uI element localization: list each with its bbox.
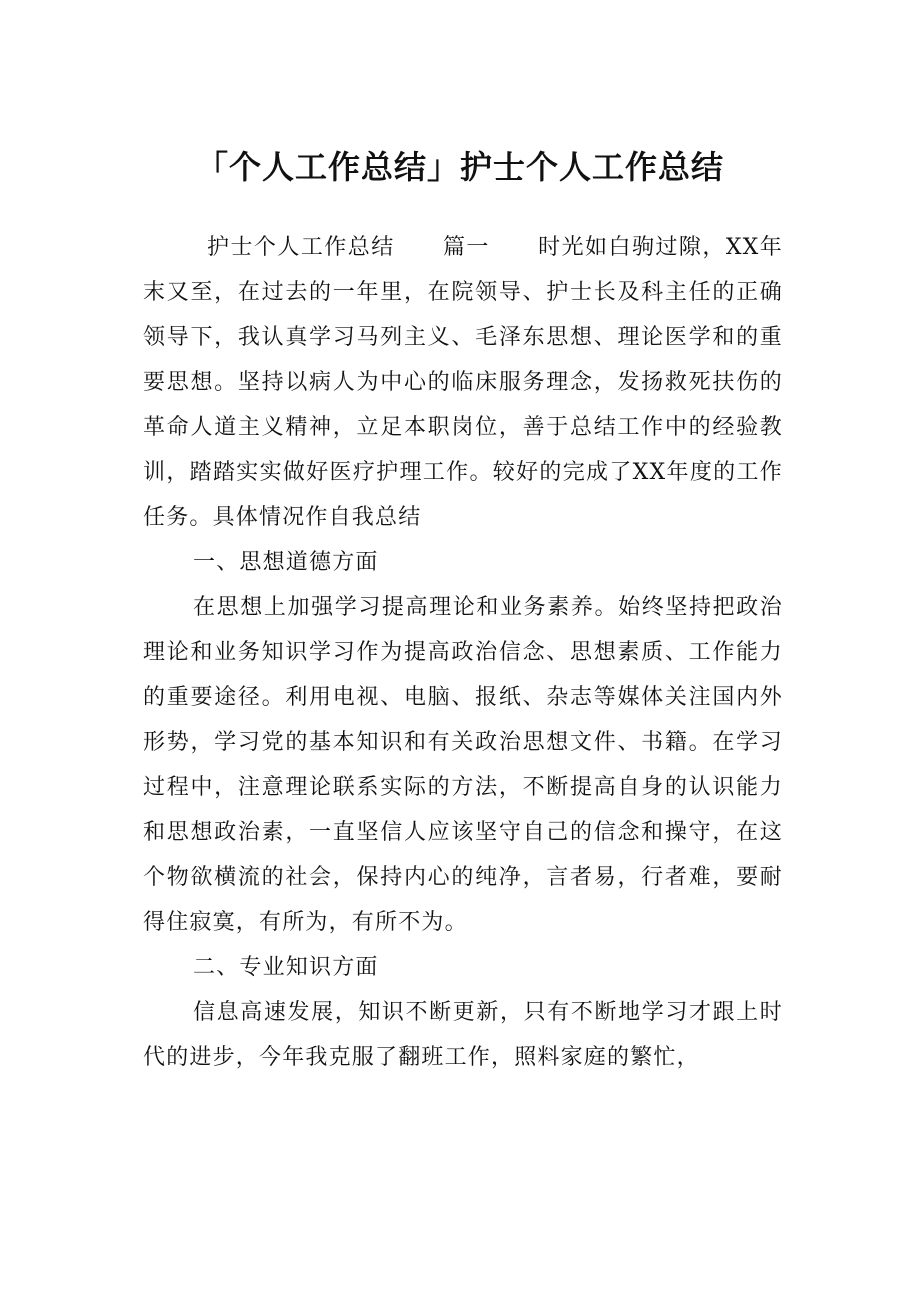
document-body xyxy=(143,225,783,1080)
section-heading-ideology: 一、思想道德方面 xyxy=(193,550,379,575)
intro-text: 时光如白驹过隙，XX年末又至，在过去的一年里，在院领导、护士长及科主任的正确领导下，我认真学习马列主义、毛泽东思想、理论医学和的重要思想。坚持以病人为中心的临床服务理念，发扬救死扶伤的革命人道主义精神，立足本职岗位，善于总结工作中的经验教训，踏踏实实做好医疗护理工作。较好的完成了XX年度的工作任务。具体情况作自我总结 xyxy=(143,235,783,530)
document-title: 「个人工作总结」护士个人工作总结 xyxy=(195,148,724,186)
intro-part-label: 篇一 xyxy=(442,235,490,260)
intro-paragraph xyxy=(143,225,783,540)
section-heading-professional: 二、专业知识方面 xyxy=(193,955,379,980)
intro-lead: 护士个人工作总结 xyxy=(207,235,395,260)
section-paragraph-ideology: 在思想上加强学习提高理论和业务素养。始终坚持把政治理论和业务知识学习作为提高政治信念、思想素质、工作能力的重要途径。利用电视、电脑、报纸、杂志等媒体关注国内外形势，学习党的基本知识和有关政治思想文件、书籍。在学习过程中，注意理论联系实际的方法，不断提高自身的认识能力和思想政治素，一直坚信人应该坚守自己的信念和操守，在这个物欲横流的社会，保持内心的纯净，言者易，行者难，要耐得住寂寞，有所为，有所不为。 xyxy=(143,595,783,935)
section-paragraph-professional: 信息高速发展，知识不断更新，只有不断地学习才跟上时代的进步，今年我克服了翻班工作，照料家庭的繁忙， xyxy=(143,1000,783,1070)
